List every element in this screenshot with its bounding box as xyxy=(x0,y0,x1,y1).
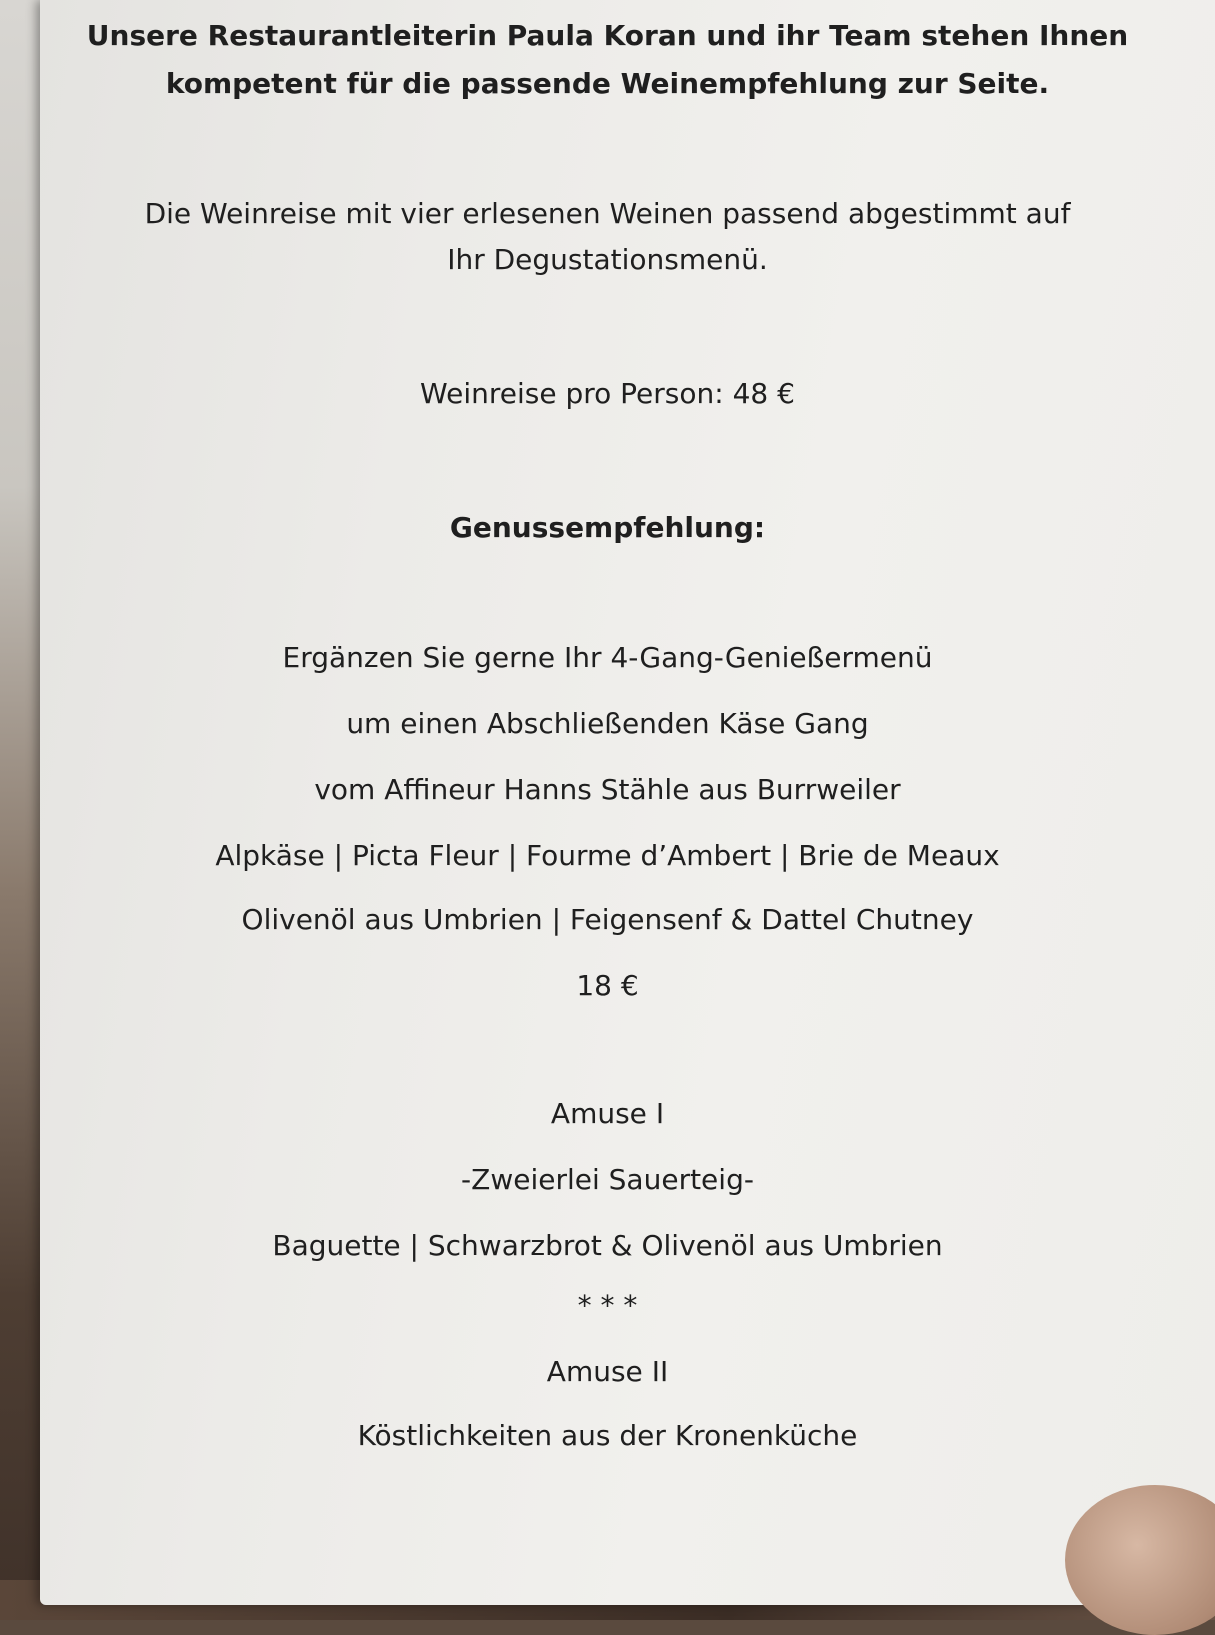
amuse-2-description: Köstlichkeiten aus der Kronenküche xyxy=(357,1419,858,1452)
wine-price: Weinreise pro Person: 48 € xyxy=(420,377,795,410)
cheese-line-2: um einen Abschließenden Käse Gang xyxy=(346,707,869,740)
intro-line-1: Unsere Restaurantleiterin Paula Koran und ihr Team stehen Ihnen xyxy=(86,19,1129,52)
intro-line-2: kompetent für die passende Weinempfehlung zur Seite. xyxy=(165,67,1050,100)
amuse-1-title: Amuse I xyxy=(550,1097,665,1130)
amuse-1-subtitle: -Zweierlei Sauerteig- xyxy=(461,1163,754,1196)
amuse-2-title: Amuse II xyxy=(546,1355,669,1388)
cheese-line-3: vom Affineur Hanns Stähle aus Burrweiler xyxy=(314,773,901,806)
cheese-line-4: Alpkäse | Picta Fleur | Fourme d’Ambert | Brie de Meaux xyxy=(215,839,1000,872)
amuse-1-description: Baguette | Schwarzbrot & Olivenöl aus Umbrien xyxy=(272,1229,943,1262)
cheese-line-1: Ergänzen Sie gerne Ihr 4-Gang-Genießermenü xyxy=(282,641,933,674)
recommendation-heading: Genussempfehlung: xyxy=(449,511,766,544)
cheese-line-5: Olivenöl aus Umbrien | Feigensenf & Dattel Chutney xyxy=(241,903,974,936)
separator: * * * xyxy=(577,1289,638,1322)
wine-line-1: Die Weinreise mit vier erlesenen Weinen passend abgestimmt auf xyxy=(144,197,1071,230)
wine-line-2: Ihr Degustationsmenü. xyxy=(447,243,768,276)
cheese-price: 18 € xyxy=(576,969,639,1002)
